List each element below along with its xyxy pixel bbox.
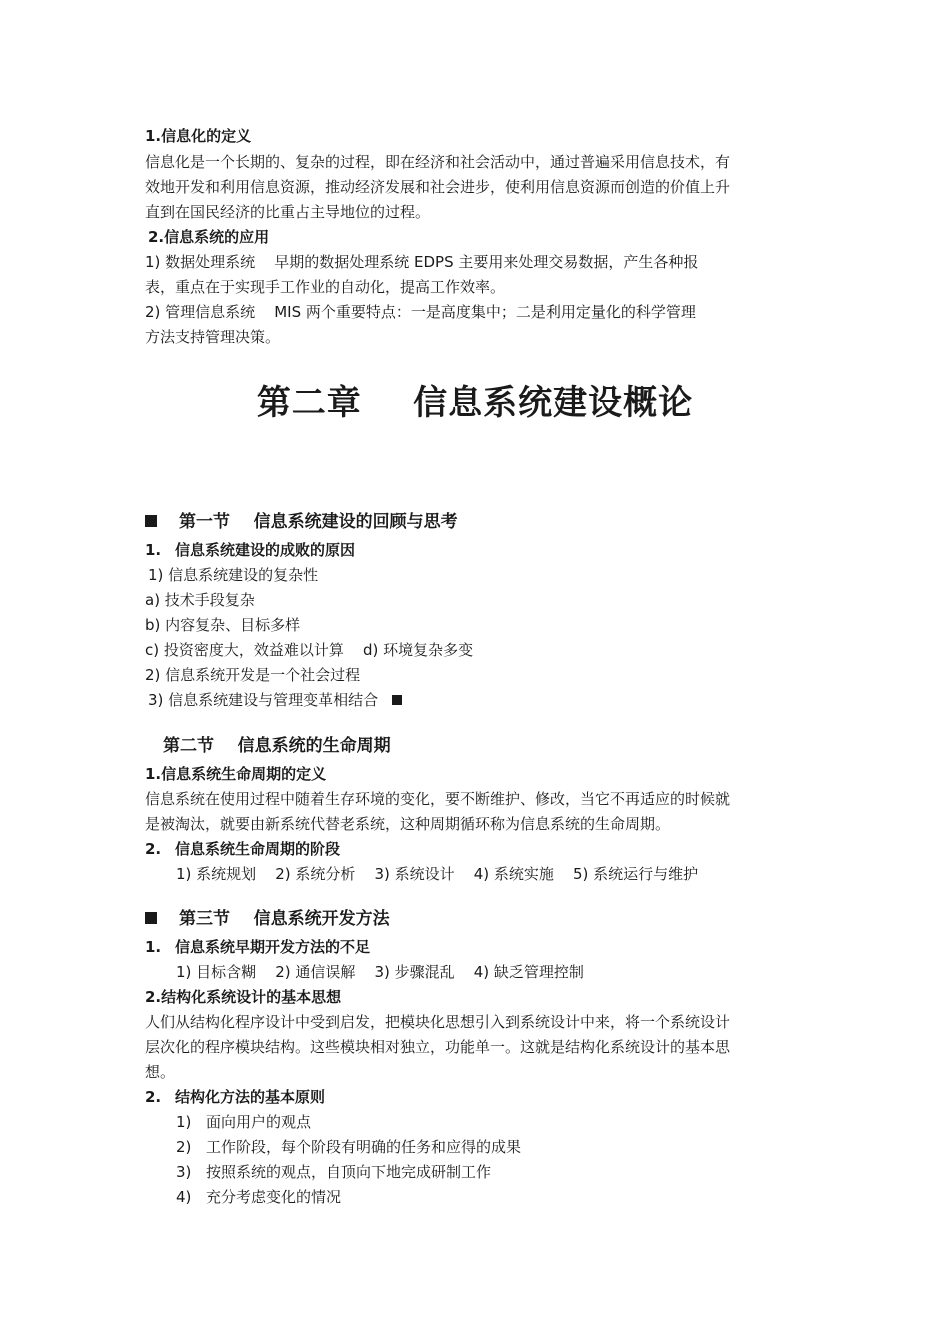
principle-number: 2) xyxy=(176,1138,192,1156)
intro-paragraph-line: 信息化是一个长期的、复杂的过程，即在经济和社会活动中，通过普遍采用信息技术，有 xyxy=(145,153,731,171)
heading-number: 2. xyxy=(145,840,162,858)
principle-number: 1) xyxy=(176,1113,192,1131)
heading-number: 1. xyxy=(145,541,162,559)
principle-text: 工作阶段，每个阶段有明确的任务和应得的成果 xyxy=(206,1138,522,1156)
heading-text: 结构化方法的基本原则 xyxy=(175,1088,326,1106)
early-method-faults: 1) 目标含糊 2) 通信误解 3) 步骤混乱 4) 缺乏管理控制 xyxy=(176,963,584,981)
list-item-text: 3) 信息系统建设与管理变革相结合 xyxy=(148,691,379,709)
lifecycle-stages: 1) 系统规划 2) 系统分析 3) 系统设计 4) 系统实施 5) 系统运行与维护 xyxy=(176,865,699,883)
intro-paragraph-line: 效地开发和利用信息资源，推动经济发展和社会进步，使利用信息资源而创造的价值上升 xyxy=(145,178,731,196)
intro-heading-2: 2.信息系统的应用 xyxy=(148,228,270,246)
application-item-2-cont: 方法支持管理决策。 xyxy=(145,328,281,346)
intro-paragraph-line: 直到在国民经济的比重占主导地位的过程。 xyxy=(145,203,431,221)
paragraph-line: 信息系统在使用过程中随着生存环境的变化，要不断维护、修改，当它不再适应的时候就 xyxy=(145,790,731,808)
heading-text: 信息系统早期开发方法的不足 xyxy=(175,938,371,956)
principle-item xyxy=(176,1160,491,1185)
application-item-2: 2) 管理信息系统 MIS 两个重要特点：一是高度集中；二是利用定量化的科学管理 xyxy=(145,303,696,321)
application-item-1: 1) 数据处理系统 早期的数据处理系统 EDPS 主要用来处理交易数据，产生各种报 xyxy=(145,253,699,271)
list-item: b) 内容复杂、目标多样 xyxy=(145,616,301,634)
section-3-heading-3 xyxy=(145,1085,325,1110)
heading-number: 2. xyxy=(145,1088,162,1106)
list-item xyxy=(148,688,402,713)
principle-text: 按照系统的观点，自顶向下地完成研制工作 xyxy=(206,1163,492,1181)
section-2-heading-1: 1.信息系统生命周期的定义 xyxy=(145,765,327,783)
principle-item xyxy=(176,1110,311,1135)
principle-text: 面向用户的观点 xyxy=(206,1113,312,1131)
square-bullet-icon xyxy=(145,515,157,527)
square-bullet-icon xyxy=(145,912,157,924)
list-item: 2) 信息系统开发是一个社会过程 xyxy=(145,666,361,684)
application-item-1-cont: 表，重点在于实现手工作业的自动化，提高工作效率。 xyxy=(145,278,506,296)
paragraph-line: 是被淘汰，就要由新系统代替老系统，这种周期循环称为信息系统的生命周期。 xyxy=(145,815,671,833)
paragraph-line: 层次化的程序模块结构。这些模块相对独立，功能单一。这就是结构化系统设计的基本思 xyxy=(145,1038,731,1056)
square-bullet-icon xyxy=(392,695,402,705)
principle-item xyxy=(176,1135,521,1160)
paragraph-line: 想。 xyxy=(145,1063,176,1081)
paragraph-line: 人们从结构化程序设计中受到启发，把模块化思想引入到系统设计中来，将一个系统设计 xyxy=(145,1013,731,1031)
principle-text: 充分考虑变化的情况 xyxy=(206,1188,342,1206)
heading-number: 1. xyxy=(145,938,162,956)
list-item: c) 投资密度大，效益难以计算 d) 环境复杂多变 xyxy=(145,641,474,659)
section-3-title xyxy=(145,907,390,932)
section-1-heading-1 xyxy=(145,538,355,563)
section-3-title-text: 第三节 信息系统开发方法 xyxy=(179,909,390,929)
principle-number: 4) xyxy=(176,1188,192,1206)
chapter-title: 第二章 信息系统建设概论 xyxy=(256,383,694,423)
list-item: 1) 信息系统建设的复杂性 xyxy=(148,566,319,584)
heading-text: 信息系统生命周期的阶段 xyxy=(175,840,341,858)
section-2-heading-2 xyxy=(145,837,340,862)
section-3-heading-1 xyxy=(145,935,370,960)
section-3-heading-2: 2.结构化系统设计的基本思想 xyxy=(145,988,342,1006)
principle-number: 3) xyxy=(176,1163,192,1181)
intro-heading-1: 1.信息化的定义 xyxy=(145,127,252,145)
section-1-title xyxy=(145,510,458,535)
section-1-title-text: 第一节 信息系统建设的回顾与思考 xyxy=(179,512,458,532)
list-item: a) 技术手段复杂 xyxy=(145,591,255,609)
principle-item xyxy=(176,1185,341,1210)
section-2-title: 第二节 信息系统的生命周期 xyxy=(163,736,391,756)
heading-text: 信息系统建设的成败的原因 xyxy=(175,541,356,559)
